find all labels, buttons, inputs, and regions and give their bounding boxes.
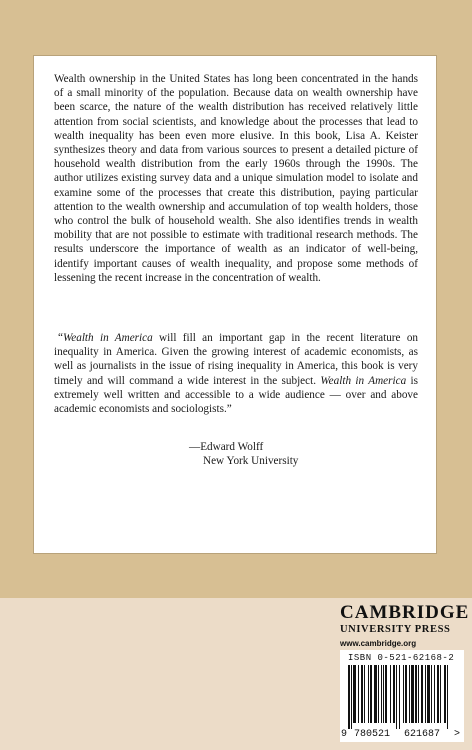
- publisher-name: CAMBRIDGE: [340, 602, 470, 623]
- quote-open-mark: “: [58, 332, 63, 344]
- barcode-bar: [444, 665, 446, 723]
- publisher-logo: [340, 602, 470, 649]
- barcode-bar: [348, 665, 350, 729]
- barcode-bar: [425, 665, 426, 723]
- barcode-bar: [427, 665, 430, 723]
- barcode-bar: [405, 665, 407, 723]
- quote-book-title-2: Wealth in America: [320, 374, 407, 387]
- barcode-left-digits: 780521: [354, 729, 391, 740]
- barcode-bar: [399, 665, 400, 729]
- barcode-bar: [434, 665, 435, 723]
- barcode-bar: [447, 665, 448, 729]
- barcode-bar: [370, 665, 372, 723]
- isbn-barcode: [340, 650, 464, 742]
- barcode-bar: [396, 665, 397, 729]
- barcode-bar: [364, 665, 365, 723]
- quote-text-1: will fill an important gap in the recent literature on inequality in America. Given the growing interest of academic economists, as well as journalists in the issue of rising inequality in America, this book is very timely and will command a wide interest in the subject.: [54, 332, 419, 387]
- barcode-bar: [418, 665, 419, 723]
- isbn-number: ISBN 0-521-62168-2: [348, 653, 455, 663]
- quote-author: —Edward Wolff: [189, 441, 264, 453]
- barcode-arrow: >: [454, 729, 461, 740]
- barcode-bar: [393, 665, 395, 723]
- barcode-bar: [383, 665, 384, 723]
- barcode-bar: [358, 665, 359, 723]
- barcode-bar: [409, 665, 410, 723]
- barcode-bars: [344, 665, 460, 729]
- book-description: Wealth ownership in the United States has long been concentrated in the hands of a small minority of the population. Because data on wealth ownership have been scarce, the nature of the wealth distribution has received relatively little attention from social scientists, and knowledge about the processes that lead to wealth inequality has been even more elusive. In this book, Lisa A. Keister synthesizes theory and data from various sources to present a detailed picture of household wealth distribution from the early 1960s through the 1990s. The author utilizes existing survey data and a unique simulation model to isolate and examine some of the processes that create this distribution, paying particular attention to the wealth ownership and accumulation of top wealth holders, those who control the bulk of household wealth. She also identifies trends in wealth mobility that are not possible to estimate with traditional research methods. The results underscore the importance of wealth as an indicator of well-being, identify important causes of wealth inequality, and propose some methods of lessening the recent increase in the concentration of wealth.: [54, 73, 418, 284]
- barcode-bar: [385, 665, 387, 723]
- barcode-bar: [411, 665, 414, 723]
- publisher-subname: UNIVERSITY PRESS: [340, 624, 451, 635]
- barcode-bar: [431, 665, 432, 723]
- quote-text-2: is extremely well written and accessible to a wide audience — over and above academic economists and sociologists.”: [54, 374, 418, 416]
- barcode-first-digit: 9: [341, 729, 348, 740]
- barcode-bar: [437, 665, 439, 723]
- barcode-bar: [351, 665, 352, 729]
- barcode-bar: [421, 665, 423, 723]
- publisher-url: www.cambridge.org: [340, 639, 417, 648]
- barcode-bar: [368, 665, 369, 723]
- blurb-box: [33, 55, 437, 554]
- barcode-bar: [361, 665, 363, 723]
- barcode-bar: [390, 665, 391, 723]
- barcode-bar: [353, 665, 356, 723]
- quote-book-title: Wealth in America: [62, 332, 153, 344]
- barcode-bar: [381, 665, 382, 723]
- barcode-bar: [403, 665, 404, 723]
- quote-institution: New York University: [203, 455, 299, 468]
- barcode-bar: [374, 665, 377, 723]
- barcode-bar: [378, 665, 379, 723]
- quote-attribution: [189, 440, 298, 468]
- barcode-bar: [440, 665, 441, 723]
- barcode-right-digits: 621687: [404, 729, 441, 740]
- endorsement-quote: [54, 331, 418, 416]
- barcode-bar: [415, 665, 417, 723]
